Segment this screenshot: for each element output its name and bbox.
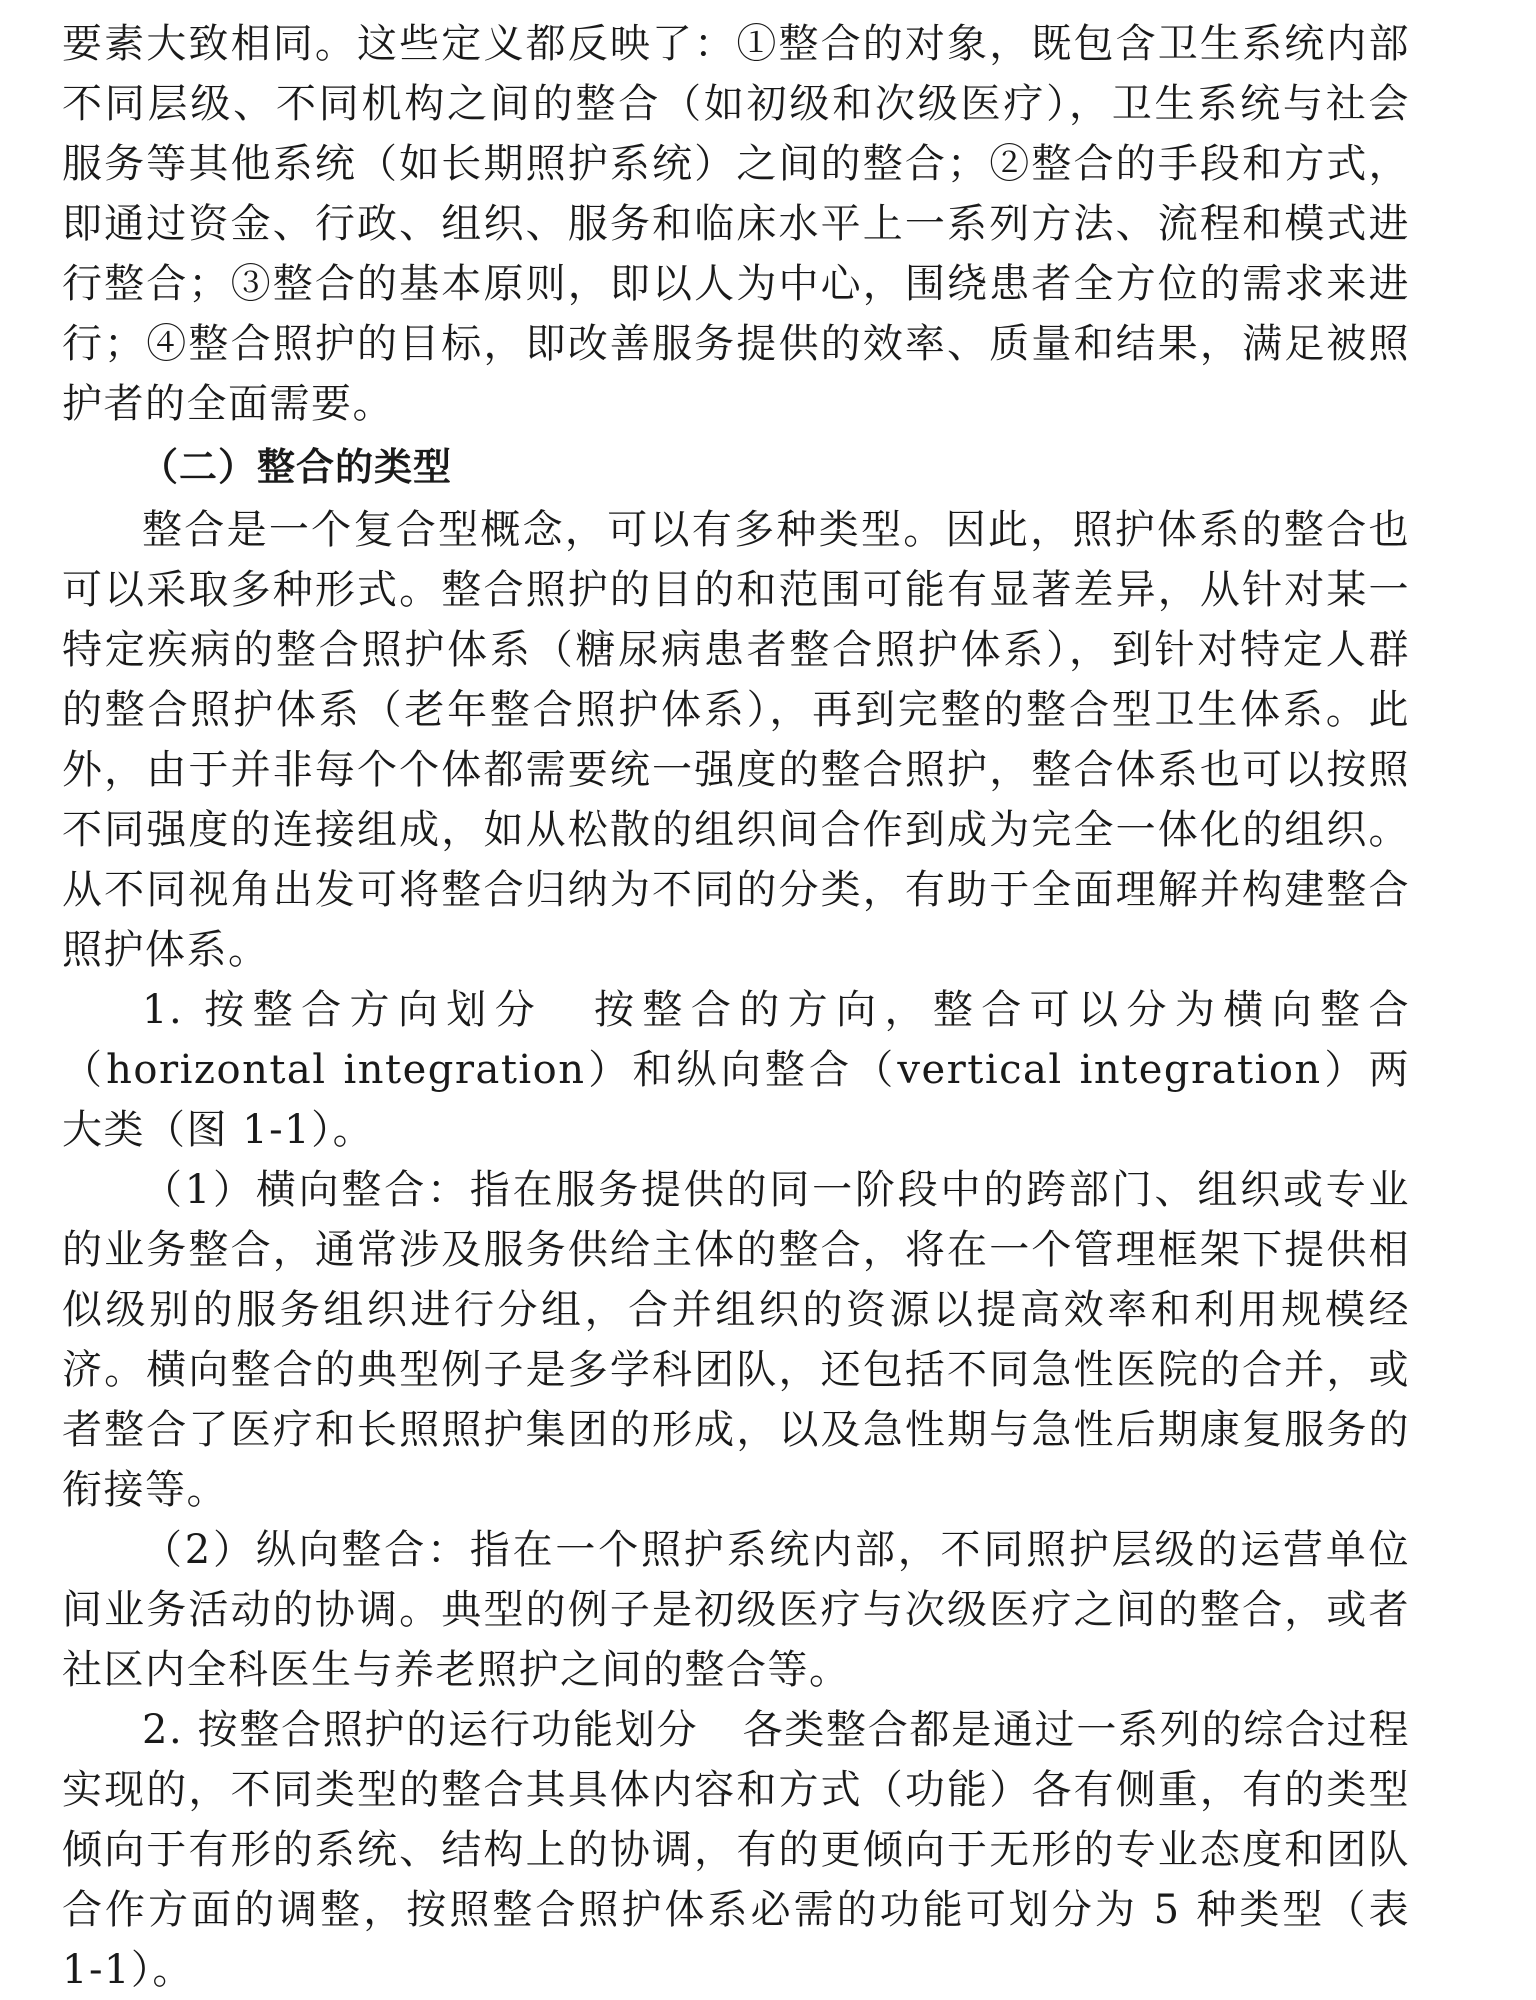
section-heading: （二）整合的类型 [140, 445, 453, 489]
item-1-text: 按整合的方向，整合可以分为横向整合（horizontal integration）和纵向整合（vertical integration）两大类（图 1-1）。 [62, 987, 1410, 1153]
item-1-heading: 1. 按整合方向划分 [142, 987, 544, 1033]
document-page [62, 14, 1410, 2000]
item-2-paragraph [62, 1700, 1410, 2000]
types-paragraph: 整合是一个复合型概念，可以有多种类型。因此，照护体系的整合也可以采取多种形式。整合照护的目的和范围可能有显著差异，从针对某一特定疾病的整合照护体系（糖尿病患者整合照护体系），到针对特定人群的整合照护体系（老年整合照护体系），再到完整的整合型卫生体系。此外，由于并非每个个体都需要统一强度的整合照护，整合体系也可以按照不同强度的连接组成，如从松散的组织间合作到成为完全一体化的组织。从不同视角出发可将整合归纳为不同的分类，有助于全面理解并构建整合照护体系。 [62, 507, 1410, 973]
item-2-heading: 2. 按整合照护的运行功能划分 [142, 1707, 699, 1753]
item-1-paragraph [62, 980, 1410, 1160]
sub-item-1-paragraph: （1）横向整合：指在服务提供的同一阶段中的跨部门、组织或专业的业务整合，通常涉及服务供给主体的整合，将在一个管理框架下提供相似级别的服务组织进行分组，合并组织的资源以提高效率和利用规模经济。横向整合的典型例子是多学科团队，还包括不同急性医院的合并，或者整合了医疗和长照照护集团的形成，以及急性期与急性后期康复服务的衔接等。 [62, 1167, 1410, 1513]
item-2-text: 各类整合都是通过一系列的综合过程实现的，不同类型的整合其具体内容和方式（功能）各有侧重，有的类型倾向于有形的系统、结构上的协调，有的更倾向于无形的专业态度和团队合作方面的调整，按照整合照护体系必需的功能可划分为 5 种类型（表 1-1）。 [62, 1707, 1410, 1993]
intro-paragraph: 要素大致相同。这些定义都反映了：①整合的对象，既包含卫生系统内部不同层级、不同机构之间的整合（如初级和次级医疗），卫生系统与社会服务等其他系统（如长期照护系统）之间的整合；②整合的手段和方式，即通过资金、行政、组织、服务和临床水平上一系列方法、流程和模式进行整合；③整合的基本原则，即以人为中心，围绕患者全方位的需求来进行；④整合照护的目标，即改善服务提供的效率、质量和结果，满足被照护者的全面需要。 [62, 21, 1410, 427]
sub-item-2-paragraph: （2）纵向整合：指在一个照护系统内部，不同照护层级的运营单位间业务活动的协调。典型的例子是初级医疗与次级医疗之间的整合，或者社区内全科医生与养老照护之间的整合等。 [62, 1527, 1410, 1693]
